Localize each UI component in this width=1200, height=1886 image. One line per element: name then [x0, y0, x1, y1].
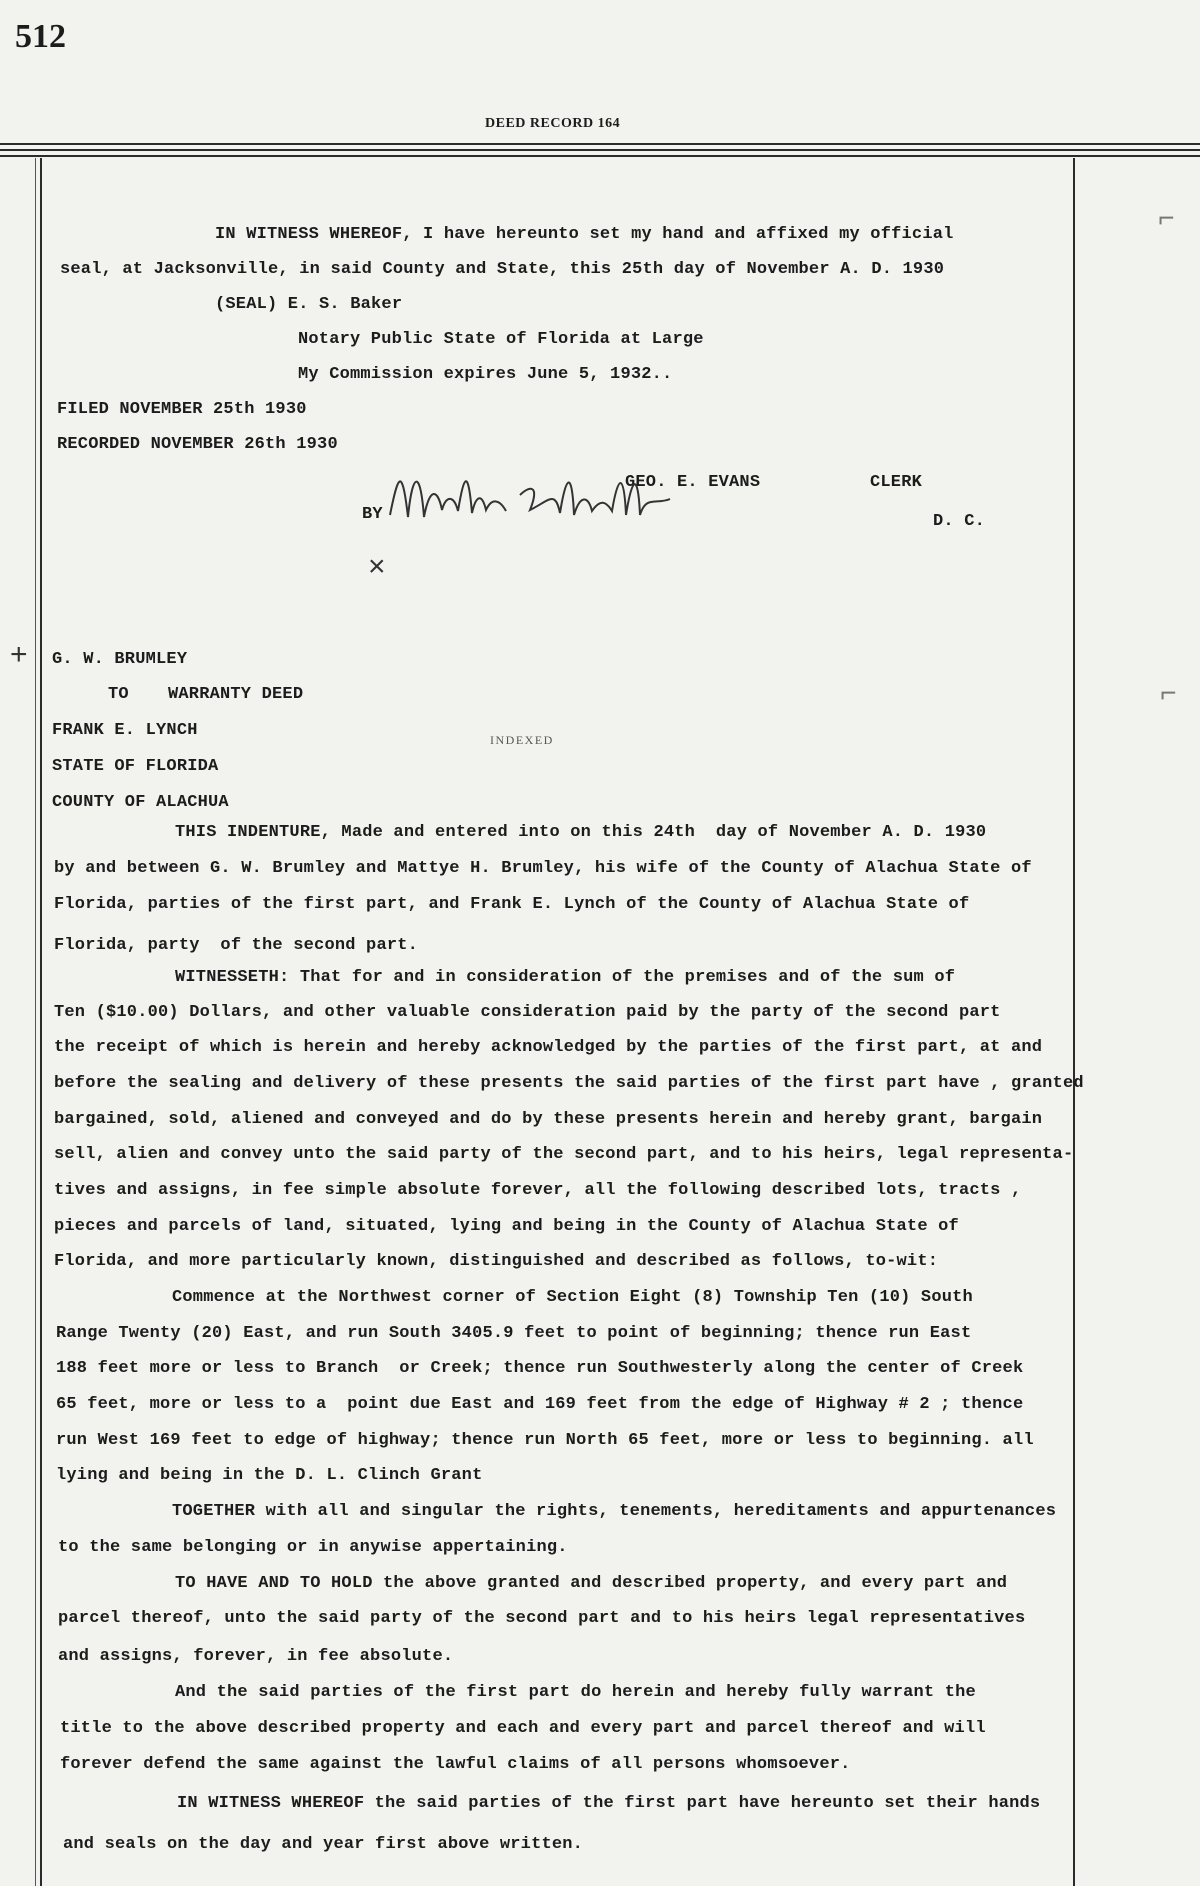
deed-body-line: to the same belonging or in anywise appertaining. [58, 1538, 568, 1557]
commission-expiry: My Commission expires June 5, 1932.. [298, 365, 673, 384]
deed-body-line: sell, alien and convey unto the said party of the second part, and to his heirs, legal representa- [54, 1145, 1074, 1164]
page-number: 512 [15, 18, 66, 55]
notary-title: Notary Public State of Florida at Large [298, 330, 704, 349]
right-margin-line [1073, 158, 1075, 1886]
deed-body-line: Florida, and more particularly known, distinguished and described as follows, to-wit: [54, 1252, 939, 1271]
deed-body-line: bargained, sold, aliened and conveyed and do by these presents herein and hereby grant, bargain [54, 1110, 1043, 1129]
deed-body-line: and seals on the day and year first above written. [63, 1835, 584, 1854]
deed-body-line: THIS INDENTURE, Made and entered into on this 24th day of November A. D. 1930 [175, 823, 987, 842]
deed-body-line: pieces and parcels of land, situated, lying and being in the County of Alachua State of [54, 1217, 959, 1236]
header-rule-bottom [0, 155, 1200, 157]
grantor-name: G. W. BRUMLEY [52, 650, 188, 669]
deputy-clerk-signature [380, 455, 720, 545]
deed-body-line: Commence at the Northwest corner of Section Eight (8) Township Ten (10) South [172, 1288, 973, 1307]
book-title: DEED RECORD 164 [485, 116, 621, 131]
grantee-name: FRANK E. LYNCH [52, 721, 198, 740]
filed-date: FILED NOVEMBER 25th 1930 [57, 400, 307, 419]
state-line: STATE OF FLORIDA [52, 757, 219, 776]
deed-body-line: lying and being in the D. L. Clinch Grant [56, 1466, 483, 1485]
deed-body-line: WITNESSETH: That for and in consideration of the premises and of the sum of [175, 968, 956, 987]
deed-body-line: TOGETHER with all and singular the rights, tenements, hereditaments and appurtenances [172, 1502, 1057, 1521]
deputy-clerk-label: D. C. [933, 512, 986, 531]
deed-body-line: Range Twenty (20) East, and run South 3405.9 feet to point of beginning; thence run East [56, 1324, 972, 1343]
deed-body-line: before the sealing and delivery of these presents the said parties of the first part have , granted [54, 1074, 1084, 1093]
deed-body-line: title to the above described property and each and every part and parcel thereof and will [60, 1719, 986, 1738]
left-margin-line [40, 158, 42, 1886]
left-margin-line-inner [35, 158, 36, 1886]
edge-bracket-mark: ⌐ [1160, 680, 1177, 711]
deed-body-line: run West 169 feet to edge of highway; thence run North 65 feet, more or less to beginning. all [56, 1431, 1034, 1450]
clerk-title: CLERK [870, 473, 923, 492]
header-rule-top [0, 143, 1200, 145]
deed-body-line: by and between G. W. Brumley and Mattye H. Brumley, his wife of the County of Alachua State of [54, 859, 1032, 878]
seal-line: (SEAL) E. S. Baker [215, 295, 403, 314]
deed-body-line: tives and assigns, in fee simple absolute forever, all the following described lots, tracts , [54, 1181, 1022, 1200]
deed-body-line: 188 feet more or less to Branch or Creek; thence run Southwesterly along the center of Creek [56, 1359, 1024, 1378]
clerk-name: GEO. E. EVANS [625, 473, 761, 492]
deed-body-line: Florida, parties of the first part, and Frank E. Lynch of the County of Alachua State of [54, 895, 970, 914]
witness-line-2: seal, at Jacksonville, in said County and State, this 25th day of November A. D. 1930 [60, 260, 945, 279]
deed-body-line: and assigns, forever, in fee absolute. [58, 1647, 454, 1666]
deed-body-line: forever defend the same against the lawful claims of all persons whomsoever. [60, 1755, 851, 1774]
deed-body-line: TO HAVE AND TO HOLD the above granted and described property, and every part and [175, 1574, 1008, 1593]
deed-body-line: Florida, party of the second part. [54, 936, 419, 955]
header-rule-middle [0, 149, 1200, 151]
deed-body-line: parcel thereof, unto the said party of the second part and to his heirs legal representatives [58, 1609, 1026, 1628]
witness-line-1: IN WITNESS WHEREOF, I have hereunto set my hand and affixed my official [215, 225, 954, 244]
edge-bracket-mark: ⌐ [1158, 205, 1175, 236]
indexed-stamp: INDEXED [490, 733, 554, 747]
margin-plus-mark: + [10, 638, 28, 671]
deed-body-line: IN WITNESS WHEREOF the said parties of the first part have hereunto set their hands [177, 1794, 1041, 1813]
recorded-date: RECORDED NOVEMBER 26th 1930 [57, 435, 338, 454]
to-label: TO [108, 685, 129, 704]
deed-body-line: Ten ($10.00) Dollars, and other valuable consideration paid by the party of the second part [54, 1003, 1001, 1022]
deed-body-line: And the said parties of the first part do herein and hereby fully warrant the [175, 1683, 976, 1702]
deed-body-line: 65 feet, more or less to a point due East and 169 feet from the edge of Highway # 2 ; thence [56, 1395, 1024, 1414]
deed-body-line: the receipt of which is herein and hereby acknowledged by the parties of the first part, at and [54, 1038, 1043, 1057]
county-line: COUNTY OF ALACHUA [52, 793, 229, 812]
by-label: BY [362, 505, 383, 524]
deed-type: WARRANTY DEED [168, 685, 304, 704]
margin-cross-mark: × [368, 550, 386, 583]
